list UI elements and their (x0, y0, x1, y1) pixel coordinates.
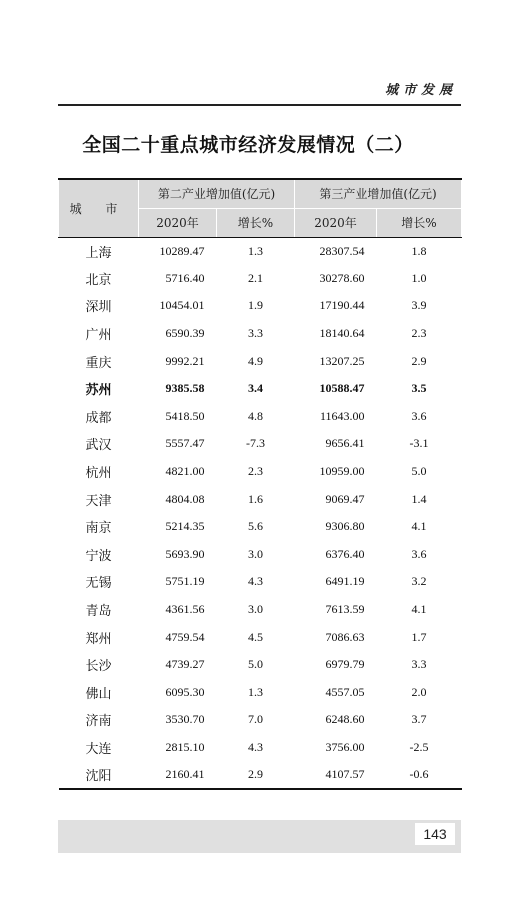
secondary-value-cell: 5557.47 (165, 436, 205, 451)
table-row (59, 265, 462, 293)
table-row (59, 237, 462, 265)
city-cell: 佛山 (85, 686, 112, 702)
secondary-growth-cell: 4.8 (248, 408, 263, 423)
table-row (59, 430, 462, 458)
tertiary-growth-cell: 3.6 (411, 408, 427, 423)
city-cell: 成都 (85, 410, 112, 426)
city-cell: 武汉 (85, 438, 112, 454)
city-cell: 广州 (85, 328, 112, 344)
tertiary-value-cell: 7086.63 (325, 629, 365, 644)
running-header: 城市发展 (384, 83, 457, 98)
tertiary-value-cell: 4557.05 (325, 684, 365, 699)
table-row (59, 513, 462, 541)
city-column-header: 城 市 (59, 179, 139, 237)
city-cell: 上海 (85, 245, 112, 261)
secondary-value-cell: 10289.47 (159, 243, 205, 258)
city-cell: 南京 (85, 521, 112, 537)
city-cell: 无锡 (85, 576, 112, 592)
tertiary-value-cell: 9306.80 (325, 519, 365, 534)
table-row (59, 596, 462, 624)
secondary-value-cell: 4739.27 (165, 657, 205, 672)
tertiary-growth-cell: -2.5 (409, 739, 429, 754)
secondary-value-cell: 5751.19 (165, 574, 205, 589)
secondary-value-cell: 9992.21 (165, 353, 205, 368)
tertiary-growth-cell: 3.2 (411, 574, 427, 589)
secondary-value-cell: 5418.50 (165, 408, 205, 423)
secondary-growth-cell: 3.3 (248, 326, 263, 341)
tertiary-growth-cell: 1.7 (411, 629, 427, 644)
city-cell: 深圳 (85, 300, 112, 316)
tertiary-growth-cell: 2.3 (411, 326, 427, 341)
secondary-value-cell: 9385.58 (165, 381, 205, 396)
table-row (59, 541, 462, 569)
tertiary-value-cell: 13207.25 (319, 353, 365, 368)
table-row (59, 403, 462, 431)
tertiary-value-cell: 6979.79 (325, 657, 365, 672)
table-row (59, 623, 462, 651)
tertiary-year-header: 2020年 (295, 208, 377, 237)
city-cell: 北京 (85, 272, 112, 288)
table-row (59, 485, 462, 513)
tertiary-value-cell: 18140.64 (319, 326, 365, 341)
tertiary-value-cell: 4107.57 (295, 761, 377, 789)
tertiary-value-cell: 10588.47 (319, 381, 365, 396)
city-cell: 大连 (85, 741, 112, 757)
tertiary-growth-header: 增长% (377, 208, 462, 237)
secondary-value-cell: 2815.10 (165, 739, 205, 754)
city-cell: 天津 (85, 493, 112, 509)
tertiary-growth-cell: 3.7 (411, 712, 427, 727)
city-cell: 沈阳 (59, 761, 139, 789)
tertiary-value-cell: 11643.00 (319, 408, 365, 423)
tertiary-growth-cell: 5.0 (411, 464, 427, 479)
tertiary-growth-cell: -3.1 (409, 436, 429, 451)
tertiary-value-cell: 17190.44 (319, 298, 365, 313)
secondary-growth-cell: 7.0 (248, 712, 263, 727)
secondary-value-cell: 4804.08 (165, 491, 205, 506)
tertiary-value-cell: 6491.19 (325, 574, 365, 589)
table-row (59, 761, 462, 789)
page-number: 143 (415, 823, 455, 845)
tertiary-value-cell: 10959.00 (319, 464, 365, 479)
tertiary-value-cell: 9656.41 (325, 436, 365, 451)
tertiary-growth-cell: 2.9 (411, 353, 427, 368)
economic-data-table (58, 178, 462, 790)
secondary-growth-cell: 3.4 (248, 381, 263, 396)
city-cell: 青岛 (85, 604, 112, 620)
tertiary-value-cell: 6376.40 (325, 546, 365, 561)
secondary-value-cell: 6095.30 (165, 684, 205, 699)
table-header (59, 179, 462, 237)
table-row (59, 679, 462, 707)
table-body (59, 237, 462, 789)
city-cell: 杭州 (85, 466, 112, 482)
tertiary-industry-header: 第三产业增加值(亿元) (295, 179, 462, 208)
secondary-value-cell: 5214.35 (165, 519, 205, 534)
tertiary-growth-cell: 4.1 (411, 519, 427, 534)
secondary-growth-cell: -7.3 (246, 436, 265, 451)
tertiary-value-cell: 7613.59 (325, 602, 365, 617)
secondary-value-cell: 5716.40 (165, 270, 205, 285)
footer-bar (58, 820, 461, 853)
city-cell: 宁波 (85, 548, 112, 564)
secondary-value-cell: 4821.00 (165, 464, 205, 479)
city-cell: 苏州 (85, 383, 112, 399)
tertiary-growth-cell: 1.8 (411, 243, 427, 258)
tertiary-growth-cell: 3.5 (411, 381, 427, 396)
secondary-value-cell: 3530.70 (165, 712, 205, 727)
tertiary-growth-cell: -0.6 (377, 761, 462, 789)
city-cell: 济南 (85, 714, 112, 730)
table-row (59, 458, 462, 486)
secondary-industry-header: 第二产业增加值(亿元) (139, 179, 295, 208)
tertiary-growth-cell: 1.4 (411, 491, 427, 506)
secondary-value-cell: 10454.01 (159, 298, 205, 313)
tertiary-growth-cell: 4.1 (411, 602, 427, 617)
tertiary-value-cell: 28307.54 (319, 243, 365, 258)
table-row (59, 292, 462, 320)
tertiary-value-cell: 30278.60 (319, 270, 365, 285)
secondary-growth-cell: 3.0 (248, 546, 263, 561)
secondary-value-cell: 4759.54 (165, 629, 205, 644)
table-row (59, 375, 462, 403)
table-row (59, 568, 462, 596)
header-rule (58, 104, 461, 106)
tertiary-growth-cell: 3.3 (411, 657, 427, 672)
secondary-growth-cell: 4.9 (248, 353, 263, 368)
city-cell: 郑州 (85, 631, 112, 647)
table-row (59, 734, 462, 762)
tertiary-value-cell: 3756.00 (325, 739, 365, 754)
secondary-growth-cell: 5.6 (248, 519, 263, 534)
tertiary-growth-cell: 1.0 (411, 270, 427, 285)
secondary-growth-cell: 1.9 (248, 298, 263, 313)
secondary-growth-cell: 3.0 (248, 602, 263, 617)
secondary-growth-cell: 4.3 (248, 574, 263, 589)
secondary-growth-cell: 1.3 (248, 684, 263, 699)
tertiary-growth-cell: 3.9 (411, 298, 427, 313)
secondary-value-cell: 6590.39 (165, 326, 205, 341)
tertiary-value-cell: 6248.60 (325, 712, 365, 727)
secondary-year-header: 2020年 (139, 208, 217, 237)
secondary-growth-cell: 1.3 (248, 243, 263, 258)
secondary-growth-cell: 2.1 (248, 270, 263, 285)
tertiary-growth-cell: 3.6 (411, 546, 427, 561)
secondary-growth-cell: 2.3 (248, 464, 263, 479)
page-title: 全国二十重点城市经济发展情况（二） (82, 134, 414, 156)
city-cell: 长沙 (85, 659, 112, 675)
secondary-growth-cell: 4.3 (248, 739, 263, 754)
table-row (59, 347, 462, 375)
secondary-growth-header: 增长% (217, 208, 295, 237)
tertiary-growth-cell: 2.0 (411, 684, 427, 699)
table-row (59, 651, 462, 679)
secondary-value-cell: 4361.56 (165, 602, 205, 617)
tertiary-value-cell: 9069.47 (325, 491, 365, 506)
secondary-growth-cell: 1.6 (248, 491, 263, 506)
table-row (59, 320, 462, 348)
secondary-growth-cell: 2.9 (217, 761, 295, 789)
secondary-growth-cell: 5.0 (248, 657, 263, 672)
city-cell: 重庆 (85, 355, 112, 371)
secondary-growth-cell: 4.5 (248, 629, 263, 644)
secondary-value-cell: 5693.90 (165, 546, 205, 561)
secondary-value-cell: 2160.41 (139, 761, 217, 789)
table-row (59, 706, 462, 734)
